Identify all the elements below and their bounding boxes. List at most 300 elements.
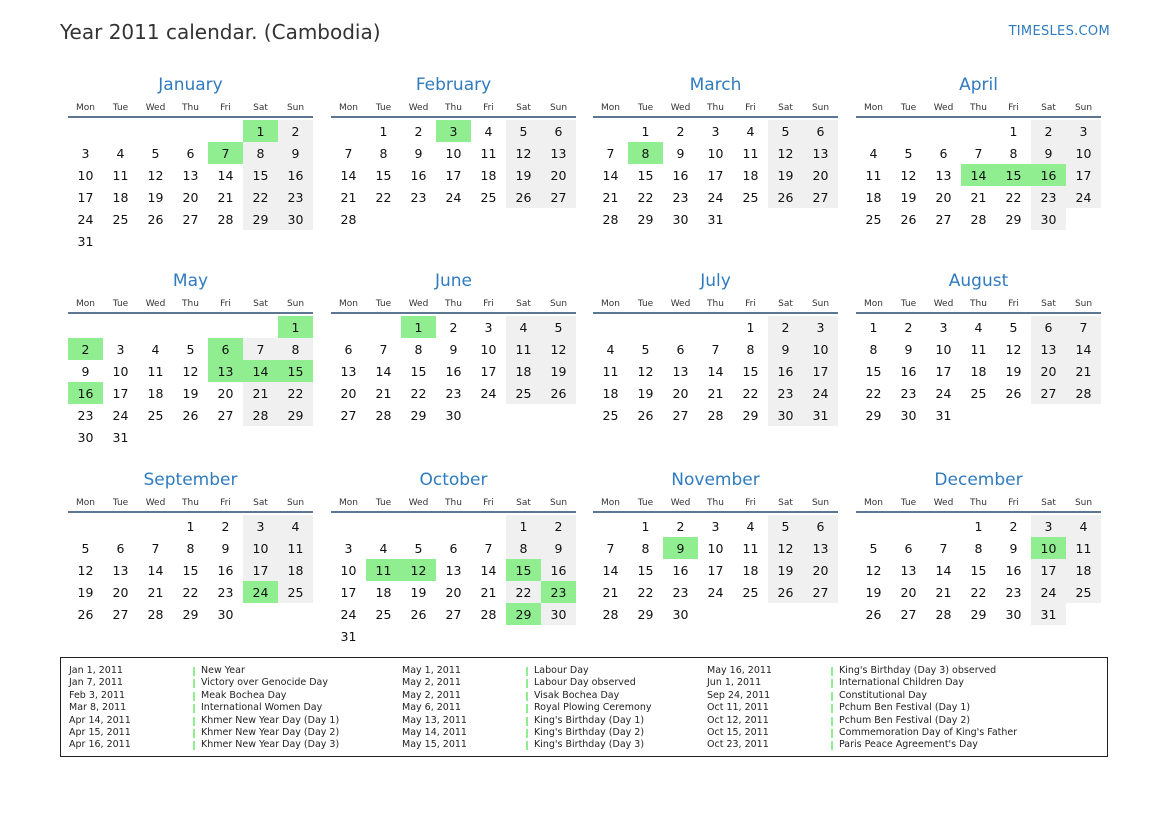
- empty-cell: [243, 316, 278, 338]
- weekday-label: Thu: [182, 498, 199, 508]
- day-cell: 26: [182, 407, 199, 423]
- holiday-name: Labour Day: [534, 665, 589, 676]
- empty-cell: [103, 515, 138, 537]
- weekday-label: Sat: [253, 103, 268, 113]
- day-cell: 3: [803, 316, 838, 338]
- day-cell: 12: [637, 363, 654, 379]
- day-cell: 19: [865, 584, 882, 600]
- day-cell: 15: [243, 164, 278, 186]
- day-grid: [856, 515, 1101, 625]
- day-cell: 4: [1066, 515, 1101, 537]
- month-name: November: [671, 470, 760, 490]
- day-cell: 7: [606, 145, 615, 161]
- day-cell: 5: [768, 515, 803, 537]
- day-cell: 31: [1031, 603, 1066, 625]
- day-cell: 6: [449, 540, 458, 556]
- day-cell: 1: [974, 518, 983, 534]
- day-cell: 14: [147, 562, 164, 578]
- day-cell: 23: [672, 189, 689, 205]
- holiday-date: Apr 15, 2011: [69, 726, 131, 738]
- day-cell: 5: [1009, 319, 1018, 335]
- weekday-label: Mon: [864, 498, 883, 508]
- month-october: [331, 465, 576, 647]
- weekday-label: Wed: [670, 103, 691, 113]
- holiday-date: Oct 15, 2011: [707, 726, 769, 738]
- empty-cell: [138, 515, 173, 537]
- day-cell: 28: [375, 407, 392, 423]
- day-cell: 25: [865, 211, 882, 227]
- day-cell: 11: [742, 540, 759, 556]
- day-cell: 3: [1066, 120, 1101, 142]
- day-cell: 20: [672, 385, 689, 401]
- weekday-label: Tue: [112, 498, 129, 508]
- holiday-date: May 2, 2011: [402, 689, 461, 701]
- holiday-name: Paris Peace Agreement's Day: [839, 739, 978, 751]
- holiday-date: Jan 1, 2011: [69, 665, 123, 676]
- day-cell: 9: [221, 540, 230, 556]
- day-cell: 27: [340, 407, 357, 423]
- day-cell: 30: [278, 208, 313, 230]
- weekday-label: Fri: [220, 103, 231, 113]
- day-cell: 6: [186, 145, 195, 161]
- holiday-name: Visak Bochea Day: [534, 689, 620, 701]
- day-cell: 9: [904, 341, 913, 357]
- holiday-date: May 16, 2011: [707, 665, 772, 676]
- weekday-label: Thu: [970, 498, 987, 508]
- day-cell: 9: [768, 338, 803, 360]
- empty-cell: [891, 515, 926, 537]
- day-cell: 21: [480, 584, 497, 600]
- day-cell: 10: [77, 167, 94, 183]
- day-cell: 12: [506, 142, 541, 164]
- empty-cell: [68, 515, 103, 537]
- day-cell: 31: [340, 628, 357, 644]
- day-cell: 7: [711, 341, 720, 357]
- weekday-label: Sat: [516, 299, 531, 309]
- day-cell: 3: [484, 319, 493, 335]
- weekday-label: Wed: [145, 103, 166, 113]
- holiday-date: Apr 14, 2011: [69, 714, 131, 726]
- holiday-name: Commemoration Day of King's Father: [839, 726, 1018, 738]
- holiday-day-cell: 13: [208, 360, 243, 382]
- holiday-name: Meak Bochea Day: [201, 689, 287, 701]
- day-cell: 9: [278, 142, 313, 164]
- day-cell: 21: [935, 584, 952, 600]
- day-cell: 10: [935, 341, 952, 357]
- day-cell: 11: [147, 363, 164, 379]
- day-cell: 9: [81, 363, 90, 379]
- weekday-label: Mon: [76, 103, 95, 113]
- holiday-color-marker: [193, 729, 195, 738]
- day-cell: 31: [935, 407, 952, 423]
- day-cell: 24: [1066, 186, 1101, 208]
- day-cell: 12: [768, 142, 803, 164]
- weekday-label: Mon: [76, 299, 95, 309]
- weekday-label: Thu: [707, 299, 724, 309]
- day-cell: 1: [746, 319, 755, 335]
- holiday-date: May 14, 2011: [402, 726, 467, 738]
- weekday-label: Sun: [549, 299, 568, 309]
- holiday-day-cell: 15: [506, 559, 541, 581]
- day-cell: 15: [410, 363, 427, 379]
- day-cell: 18: [742, 562, 759, 578]
- day-cell: 25: [506, 382, 541, 404]
- weekday-label: Sun: [286, 103, 305, 113]
- holiday-legend: [60, 657, 1108, 757]
- month-september: [68, 465, 313, 625]
- holiday-day-cell: 1: [278, 316, 313, 338]
- day-cell: 18: [375, 584, 392, 600]
- day-cell: 24: [480, 385, 497, 401]
- empty-cell: [366, 515, 401, 537]
- weekday-label: Thu: [182, 103, 199, 113]
- holiday-day-cell: 16: [68, 382, 103, 404]
- day-cell: 22: [970, 584, 987, 600]
- day-cell: 17: [707, 562, 724, 578]
- holiday-day-cell: 7: [208, 142, 243, 164]
- holiday-day-cell: 2: [68, 338, 103, 360]
- day-cell: 27: [1031, 382, 1066, 404]
- day-cell: 24: [112, 407, 129, 423]
- weekday-label: Thu: [707, 103, 724, 113]
- page-title: Year 2011 calendar. (Cambodia): [60, 20, 381, 44]
- day-cell: 2: [278, 120, 313, 142]
- weekday-label: Mon: [864, 103, 883, 113]
- day-cell: 26: [541, 382, 576, 404]
- weekday-label: Thu: [970, 299, 987, 309]
- weekday-label: Wed: [145, 498, 166, 508]
- day-cell: 26: [506, 186, 541, 208]
- day-cell: 24: [707, 584, 724, 600]
- day-cell: 21: [375, 385, 392, 401]
- day-cell: 14: [1066, 338, 1101, 360]
- month-june: [331, 266, 576, 426]
- empty-cell: [593, 515, 628, 537]
- day-cell: 22: [865, 385, 882, 401]
- weekday-label: Fri: [1008, 498, 1019, 508]
- weekday-label: Tue: [900, 498, 917, 508]
- holiday-date: Sep 24, 2011: [707, 689, 771, 701]
- day-cell: 1: [641, 518, 650, 534]
- day-cell: 13: [900, 562, 917, 578]
- day-cell: 25: [147, 407, 164, 423]
- day-cell: 27: [672, 407, 689, 423]
- day-grid: [331, 120, 576, 230]
- day-grid: [68, 316, 313, 448]
- day-cell: 14: [340, 167, 357, 183]
- holiday-date: May 13, 2011: [402, 714, 467, 726]
- day-cell: 7: [151, 540, 160, 556]
- empty-cell: [401, 515, 436, 537]
- weekday-label: Fri: [483, 103, 494, 113]
- day-cell: 16: [1005, 562, 1022, 578]
- day-cell: 29: [410, 407, 427, 423]
- day-cell: 21: [217, 189, 234, 205]
- day-cell: 7: [484, 540, 493, 556]
- weekday-label: Sat: [1041, 299, 1056, 309]
- day-cell: 8: [186, 540, 195, 556]
- empty-cell: [138, 316, 173, 338]
- weekday-label: Mon: [864, 299, 883, 309]
- day-cell: 24: [445, 189, 462, 205]
- day-cell: 22: [278, 382, 313, 404]
- day-cell: 1: [186, 518, 195, 534]
- weekday-label: Fri: [745, 498, 756, 508]
- month-may: [68, 266, 313, 448]
- holiday-day-cell: 3: [436, 120, 471, 142]
- weekday-label: Wed: [145, 299, 166, 309]
- day-cell: 12: [768, 537, 803, 559]
- day-cell: 17: [803, 360, 838, 382]
- weekday-label: Thu: [445, 299, 462, 309]
- weekday-label: Sat: [253, 299, 268, 309]
- day-cell: 30: [1005, 606, 1022, 622]
- holiday-day-cell: 14: [961, 164, 996, 186]
- day-cell: 29: [637, 211, 654, 227]
- day-cell: 8: [641, 540, 650, 556]
- day-cell: 26: [1005, 385, 1022, 401]
- day-cell: 3: [711, 123, 720, 139]
- day-cell: 3: [711, 518, 720, 534]
- empty-cell: [208, 120, 243, 142]
- weekday-label: Mon: [339, 103, 358, 113]
- holiday-name: Khmer New Year Day (Day 1): [201, 714, 340, 726]
- day-cell: 23: [278, 186, 313, 208]
- day-cell: 9: [414, 145, 423, 161]
- day-cell: 17: [1031, 559, 1066, 581]
- day-cell: 2: [449, 319, 458, 335]
- weekday-label: Sat: [516, 498, 531, 508]
- day-cell: 21: [1066, 360, 1101, 382]
- day-cell: 24: [77, 211, 94, 227]
- day-cell: 4: [746, 518, 755, 534]
- day-cell: 5: [151, 145, 160, 161]
- holiday-color-marker: [526, 692, 528, 701]
- day-cell: 2: [1031, 120, 1066, 142]
- day-cell: 20: [112, 584, 129, 600]
- day-cell: 2: [414, 123, 423, 139]
- weekday-header: [68, 495, 313, 513]
- holiday-color-marker: [831, 729, 833, 738]
- day-cell: 12: [147, 167, 164, 183]
- day-cell: 10: [707, 540, 724, 556]
- day-cell: 15: [637, 167, 654, 183]
- weekday-label: Sun: [549, 498, 568, 508]
- month-name: February: [415, 75, 492, 95]
- holiday-name: Pchum Ben Festival (Day 2): [839, 714, 971, 726]
- day-cell: 8: [869, 341, 878, 357]
- holiday-color-marker: [831, 704, 833, 713]
- day-cell: 14: [707, 363, 724, 379]
- day-cell: 15: [375, 167, 392, 183]
- day-cell: 19: [147, 189, 164, 205]
- day-cell: 8: [974, 540, 983, 556]
- month-name: April: [959, 75, 998, 95]
- day-cell: 24: [707, 189, 724, 205]
- day-cell: 5: [414, 540, 423, 556]
- weekday-label: Sat: [253, 498, 268, 508]
- day-cell: 22: [1005, 189, 1022, 205]
- day-cell: 20: [900, 584, 917, 600]
- weekday-label: Mon: [76, 498, 95, 508]
- holiday-name: Constitutional Day: [839, 689, 927, 701]
- empty-cell: [138, 120, 173, 142]
- day-cell: 10: [707, 145, 724, 161]
- weekday-label: Fri: [483, 299, 494, 309]
- month-name: June: [434, 271, 473, 291]
- day-cell: 19: [182, 385, 199, 401]
- day-cell: 19: [768, 164, 803, 186]
- day-cell: 20: [541, 164, 576, 186]
- day-cell: 23: [1005, 584, 1022, 600]
- weekday-label: Tue: [637, 103, 654, 113]
- holiday-date: Oct 23, 2011: [707, 739, 769, 751]
- weekday-label: Fri: [1008, 299, 1019, 309]
- day-cell: 25: [742, 189, 759, 205]
- day-cell: 1: [641, 123, 650, 139]
- day-cell: 7: [379, 341, 388, 357]
- day-cell: 20: [217, 385, 234, 401]
- weekday-label: Thu: [707, 498, 724, 508]
- day-cell: 6: [541, 120, 576, 142]
- day-cell: 10: [803, 338, 838, 360]
- day-cell: 23: [410, 189, 427, 205]
- month-january: [68, 70, 313, 252]
- day-cell: 17: [340, 584, 357, 600]
- weekday-label: Sun: [811, 299, 830, 309]
- day-cell: 6: [676, 341, 685, 357]
- day-cell: 7: [974, 145, 983, 161]
- holiday-day-cell: 1: [401, 316, 436, 338]
- day-cell: 5: [641, 341, 650, 357]
- day-cell: 28: [935, 606, 952, 622]
- day-cell: 30: [77, 429, 94, 445]
- weekday-label: Thu: [970, 103, 987, 113]
- weekday-header: [593, 495, 838, 513]
- weekday-header: [856, 495, 1101, 513]
- holiday-name: King's Birthday (Day 3) observed: [839, 665, 997, 676]
- holiday-color-marker: [526, 717, 528, 726]
- day-cell: 30: [217, 606, 234, 622]
- day-cell: 2: [904, 319, 913, 335]
- day-cell: 2: [768, 316, 803, 338]
- weekday-label: Tue: [900, 103, 917, 113]
- holiday-name: Royal Plowing Ceremony: [534, 702, 652, 714]
- day-cell: 12: [182, 363, 199, 379]
- weekday-label: Sat: [778, 498, 793, 508]
- weekday-header: [68, 100, 313, 118]
- day-cell: 2: [676, 123, 685, 139]
- day-cell: 25: [602, 407, 619, 423]
- day-cell: 20: [803, 559, 838, 581]
- empty-cell: [593, 316, 628, 338]
- empty-cell: [173, 316, 208, 338]
- day-cell: 6: [939, 145, 948, 161]
- day-cell: 27: [182, 211, 199, 227]
- month-name: August: [948, 271, 1009, 291]
- day-cell: 25: [970, 385, 987, 401]
- day-grid: [856, 120, 1101, 230]
- weekday-label: Tue: [112, 103, 129, 113]
- day-cell: 25: [742, 584, 759, 600]
- empty-cell: [173, 120, 208, 142]
- month-name: March: [689, 75, 742, 95]
- day-cell: 29: [865, 407, 882, 423]
- day-cell: 30: [672, 606, 689, 622]
- day-cell: 6: [344, 341, 353, 357]
- holiday-name: International Women Day: [201, 702, 323, 714]
- day-cell: 30: [1031, 208, 1066, 230]
- holiday-name: New Year: [201, 665, 245, 676]
- day-grid: [593, 515, 838, 625]
- day-cell: 28: [217, 211, 234, 227]
- day-cell: 19: [637, 385, 654, 401]
- weekday-label: Fri: [1008, 103, 1019, 113]
- day-cell: 26: [865, 606, 882, 622]
- day-cell: 19: [77, 584, 94, 600]
- holiday-day-cell: 1: [243, 120, 278, 142]
- empty-cell: [331, 316, 366, 338]
- empty-cell: [628, 316, 663, 338]
- empty-cell: [103, 316, 138, 338]
- day-cell: 30: [900, 407, 917, 423]
- day-cell: 18: [970, 363, 987, 379]
- day-cell: 22: [182, 584, 199, 600]
- day-cell: 17: [243, 559, 278, 581]
- empty-cell: [856, 515, 891, 537]
- day-cell: 26: [77, 606, 94, 622]
- day-cell: 25: [278, 581, 313, 603]
- holiday-date: Apr 16, 2011: [69, 739, 131, 751]
- day-cell: 28: [147, 606, 164, 622]
- empty-cell: [471, 515, 506, 537]
- day-cell: 9: [1009, 540, 1018, 556]
- day-cell: 21: [970, 189, 987, 205]
- day-cell: 20: [803, 164, 838, 186]
- day-cell: 25: [480, 189, 497, 205]
- holiday-date: May 6, 2011: [402, 702, 461, 714]
- day-cell: 5: [186, 341, 195, 357]
- empty-cell: [856, 120, 891, 142]
- site-link[interactable]: TIMESLES.COM: [1008, 24, 1110, 39]
- weekday-label: Thu: [445, 498, 462, 508]
- weekday-label: Sun: [549, 103, 568, 113]
- day-cell: 1: [506, 515, 541, 537]
- day-cell: 29: [637, 606, 654, 622]
- day-cell: 11: [970, 341, 987, 357]
- day-cell: 17: [77, 189, 94, 205]
- empty-cell: [68, 120, 103, 142]
- day-cell: 3: [1031, 515, 1066, 537]
- weekday-label: Fri: [220, 299, 231, 309]
- month-march: [593, 70, 838, 230]
- holiday-day-cell: 24: [243, 581, 278, 603]
- day-cell: 24: [935, 385, 952, 401]
- weekday-label: Sat: [1041, 498, 1056, 508]
- day-cell: 7: [243, 338, 278, 360]
- weekday-label: Sun: [286, 498, 305, 508]
- day-cell: 16: [217, 562, 234, 578]
- weekday-header: [68, 296, 313, 314]
- day-cell: 24: [340, 606, 357, 622]
- day-cell: 18: [480, 167, 497, 183]
- weekday-label: Wed: [670, 299, 691, 309]
- day-cell: 8: [506, 537, 541, 559]
- weekday-label: Sat: [778, 103, 793, 113]
- empty-cell: [663, 316, 698, 338]
- day-cell: 19: [1005, 363, 1022, 379]
- day-cell: 16: [672, 562, 689, 578]
